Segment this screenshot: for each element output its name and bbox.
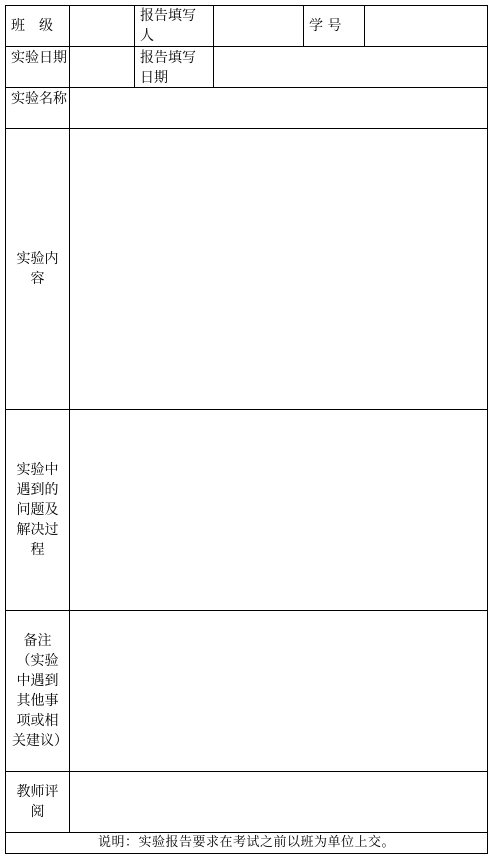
exp-date-field[interactable] <box>70 47 134 87</box>
remarks-field[interactable] <box>70 611 487 771</box>
footer-note: 说明：实验报告要求在考试之前以班为单位上交。 <box>97 835 395 850</box>
rule-col-e <box>303 5 304 46</box>
reporter-field[interactable] <box>214 6 303 46</box>
teacher-comment-label: 教师评阅 <box>16 784 59 820</box>
rule-right <box>487 5 488 854</box>
rule-bottom <box>5 853 488 854</box>
report-date-label: 报告填写日期 <box>140 50 196 86</box>
class-field[interactable] <box>70 6 134 46</box>
problems-label: 实验中遇到的问题及解决过程 <box>16 462 59 558</box>
class-label: 班 级 <box>11 18 53 34</box>
remarks-label: 备注（实验中遇到其他事项或相关建议） <box>12 633 68 749</box>
exp-name-label: 实验名称 <box>11 91 67 107</box>
exp-content-field[interactable] <box>70 129 487 409</box>
rule-col-c <box>134 5 135 87</box>
problems-field[interactable] <box>70 410 487 610</box>
reporter-label: 报告填写人 <box>140 8 196 44</box>
exp-content-label: 实验内容 <box>16 251 59 287</box>
student-id-field[interactable] <box>365 6 487 46</box>
exp-name-field[interactable] <box>70 88 487 128</box>
report-date-field[interactable] <box>214 47 487 87</box>
student-id-label: 学 号 <box>309 18 342 34</box>
teacher-comment-field[interactable] <box>70 772 487 832</box>
exp-date-label: 实验日期 <box>11 50 67 66</box>
